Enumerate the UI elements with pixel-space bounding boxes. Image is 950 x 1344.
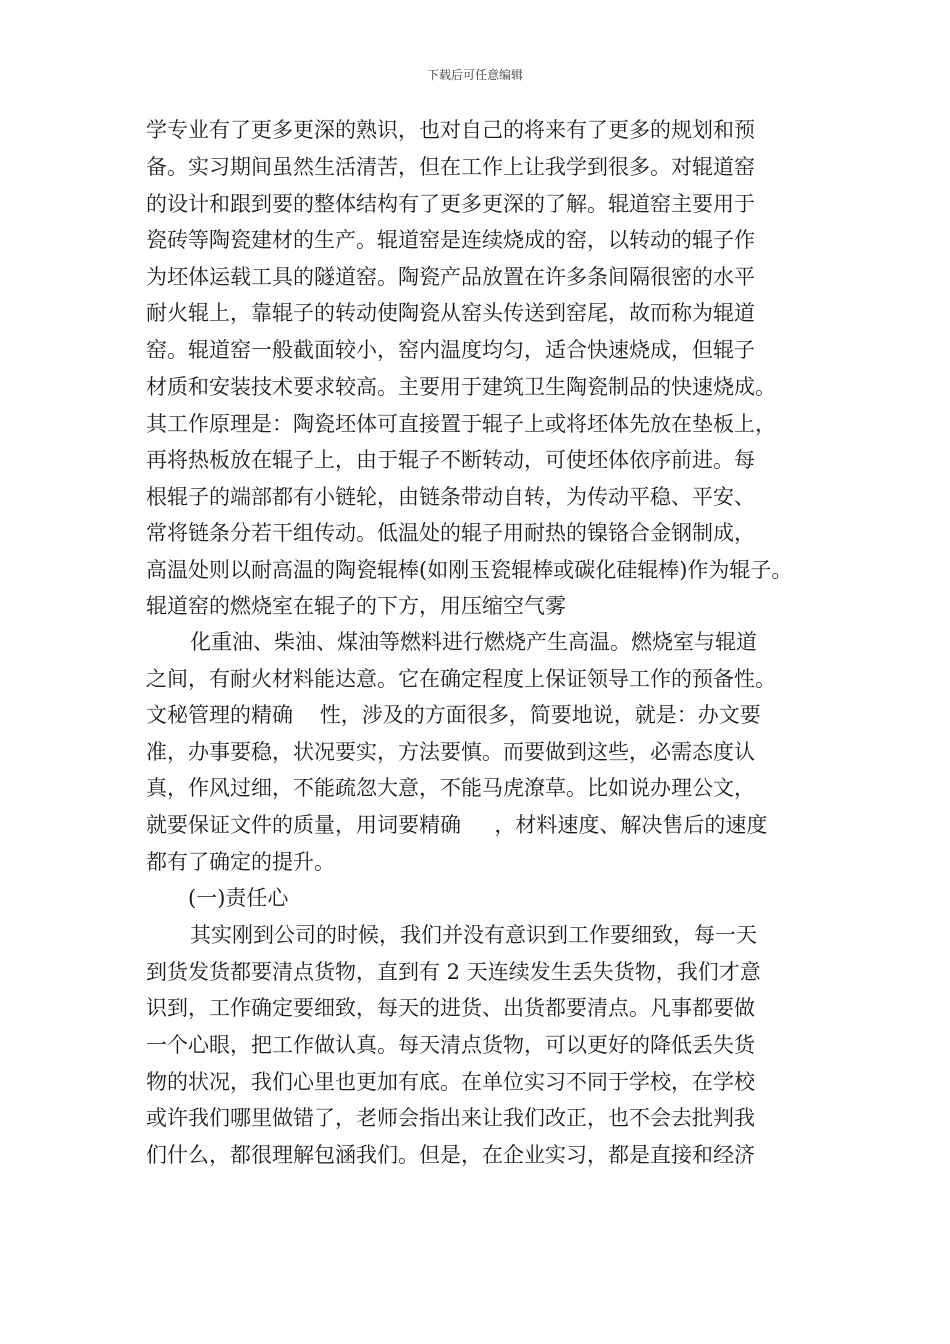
body-line: 文秘管理的精确 性，涉及的方面很多，简要地说，就是：办文要 (146, 703, 761, 727)
body-line: 窑。辊道窑一般截面较小，窑内温度均匀，适合快速烧成，但辊子 (146, 338, 755, 362)
body-line: 学专业有了更多更深的熟识，也对自己的将来有了更多的规划和预 (146, 118, 755, 142)
body-line: 之间，有耐火材料能达意。它在确定程度上保证领导工作的预备性。 (146, 667, 776, 691)
body-line: 其实刚到公司的时候，我们并没有意识到工作要细致，每一天 (190, 923, 757, 947)
body-line: 们什么，都很理解包涵我们。但是，在企业实习，都是直接和经济 (146, 1143, 755, 1167)
body-line: 再将热板放在辊子上，由于辊子不断转动，可使坯体依序前进。每 (146, 448, 755, 472)
body-line: 根辊子的端部都有小链轮，由链条带动自转，为传动平稳、平安、 (146, 485, 755, 509)
body-line: 辊道窑的燃烧室在辊子的下方，用压缩空气雾 (146, 594, 566, 618)
page-header: 下载后可任意编辑 (426, 68, 523, 82)
body-line: 材质和安装技术要求较高。主要用于建筑卫生陶瓷制品的快速烧成。 (146, 375, 776, 399)
body-line: 都有了确定的提升。 (146, 850, 335, 874)
body-line: 真，作风过细，不能疏忽大意，不能马虎潦草。比如说办理公文， (146, 776, 755, 800)
body-line: 耐火辊上，靠辊子的转动使陶瓷从窑头传送到窑尾，故而称为辊道 (146, 301, 755, 325)
body-line: 一个心眼，把工作做认真。每天清点货物，可以更好的降低丢失货 (146, 1033, 755, 1057)
body-line: 就要保证文件的质量，用词要精确 ，材料速度、解决售后的速度 (146, 813, 768, 837)
body-line: 备。实习期间虽然生活清苦，但在工作上让我学到很多。对辊道窑 (146, 155, 755, 179)
body-line: 化重油、柴油、煤油等燃料进行燃烧产生高温。燃烧室与辊道 (190, 630, 757, 654)
body-line: 为坯体运载工具的隧道窑。陶瓷产品放置在许多条间隔很密的水平 (146, 265, 755, 289)
body-line: (一)责任心 (188, 886, 289, 910)
body-line: 常将链条分若干组传动。低温处的辊子用耐热的镍铬合金钢制成， (146, 521, 755, 545)
body-line: 物的状况，我们心里也更加有底。在单位实习不同于学校，在学校 (146, 1070, 755, 1094)
body-line: 准，办事要稳，状况要实，方法要慎。而要做到这些，必需态度认 (146, 740, 755, 764)
body-line: 到货发货都要清点货物，直到有 2 天连续发生丢失货物，我们才意 (146, 960, 761, 984)
body-line: 识到，工作确定要细致，每天的进货、出货都要清点。凡事都要做 (146, 996, 755, 1020)
body-line: 或许我们哪里做错了，老师会指出来让我们改正，也不会去批判我 (146, 1106, 755, 1130)
body-line: 瓷砖等陶瓷建材的生产。辊道窑是连续烧成的窑，以转动的辊子作 (146, 228, 755, 252)
body-line: 高温处则以耐高温的陶瓷辊棒(如刚玉瓷辊棒或碳化硅辊棒)作为辊子。 (146, 558, 793, 582)
body-line: 的设计和跟到要的整体结构有了更多更深的了解。辊道窑主要用于 (146, 192, 755, 216)
body-line: 其工作原理是：陶瓷坯体可直接置于辊子上或将坯体先放在垫板上， (146, 412, 776, 436)
